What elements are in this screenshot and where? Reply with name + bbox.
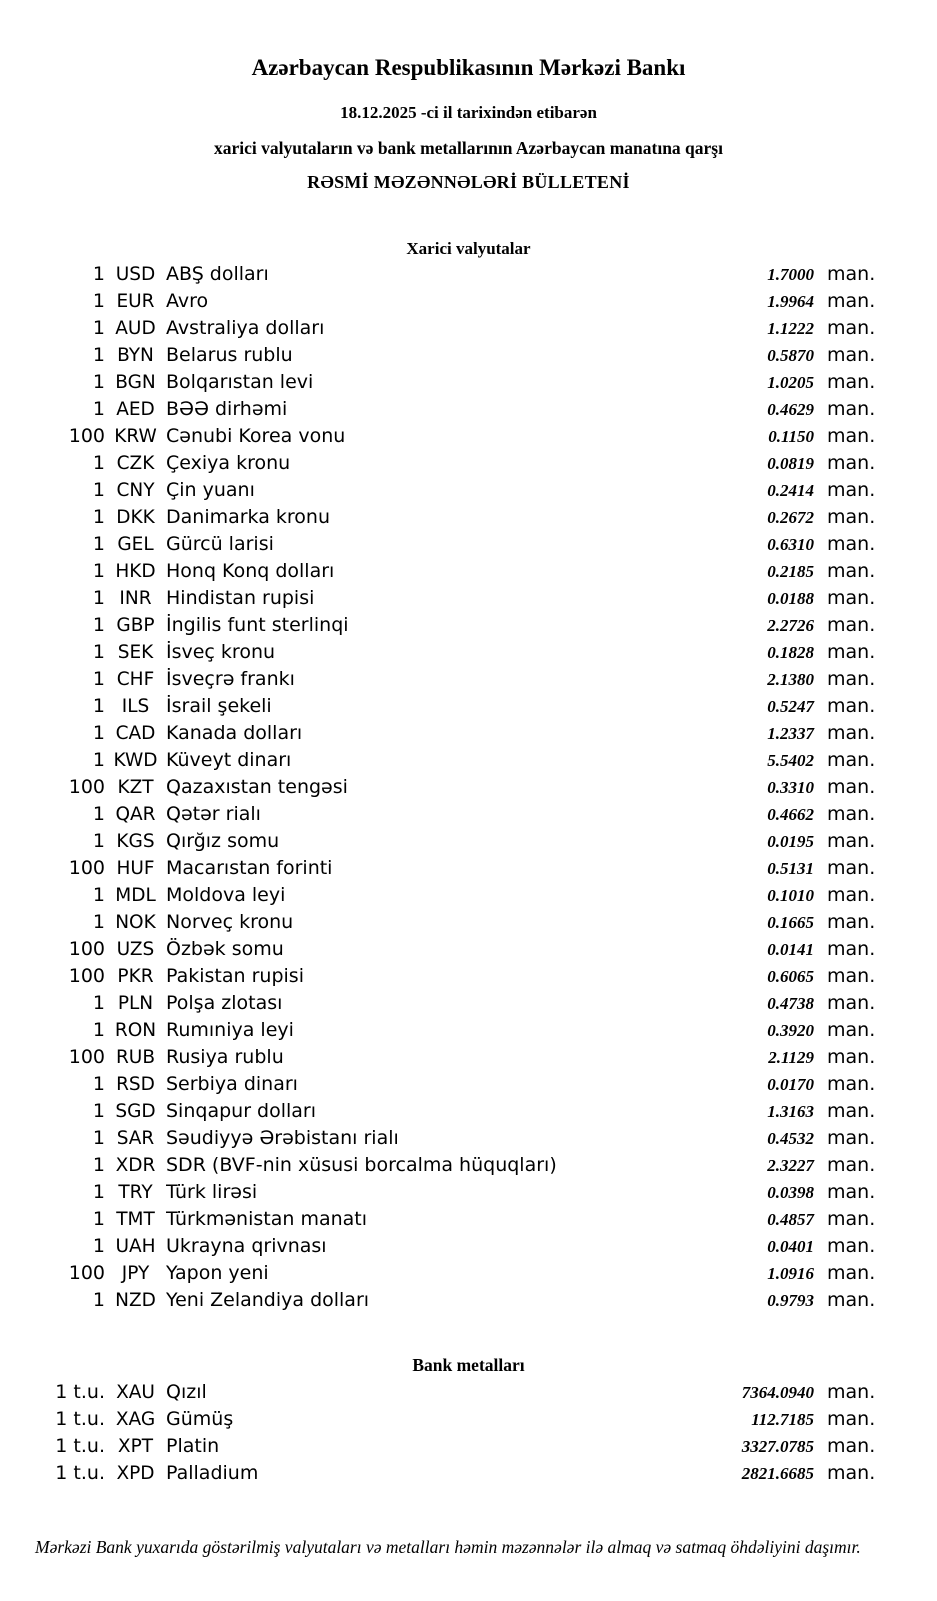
currency-code: UAH bbox=[115, 1236, 156, 1257]
currency-code: SAR bbox=[116, 1128, 155, 1149]
currency-code: CNY bbox=[116, 480, 155, 501]
rate-value: 0.0819 bbox=[767, 454, 814, 473]
rate-row bbox=[0, 1433, 937, 1460]
quantity-value: 1 t.u. bbox=[55, 1381, 105, 1403]
currency-name: SDR (BVF-nin xüsusi borcalma hüquqları) bbox=[166, 1154, 557, 1176]
rate-row bbox=[0, 342, 937, 369]
currency-code: XPT bbox=[117, 1436, 154, 1457]
currency-name: Qızıl bbox=[166, 1381, 207, 1403]
rate-value: 0.4738 bbox=[767, 994, 814, 1013]
rate-row bbox=[0, 882, 937, 909]
quantity-value: 1 bbox=[92, 830, 105, 852]
currency-name: Ukrayna qrivnası bbox=[166, 1235, 327, 1257]
quantity-value: 100 bbox=[68, 425, 105, 447]
quantity-value: 1 bbox=[92, 614, 105, 636]
currency-code: XAU bbox=[116, 1382, 155, 1403]
rate-row bbox=[0, 963, 937, 990]
rate-value: 112.7185 bbox=[751, 1410, 814, 1429]
quantity-value: 1 bbox=[92, 803, 105, 825]
rate-value: 0.5247 bbox=[767, 697, 814, 716]
unit-label: man. bbox=[827, 290, 876, 312]
unit-label: man. bbox=[827, 398, 876, 420]
unit-label: man. bbox=[827, 1073, 876, 1095]
currency-name: İngilis funt sterlinqi bbox=[166, 614, 349, 636]
bulletin-title: RƏSMİ MƏZƏNNƏLƏRİ BÜLLETENİ bbox=[307, 172, 630, 192]
rate-value: 1.3163 bbox=[767, 1102, 814, 1121]
currency-code: CHF bbox=[116, 669, 155, 690]
rate-value: 1.9964 bbox=[767, 292, 814, 311]
currency-name: Bolqarıstan levi bbox=[166, 371, 314, 393]
quantity-value: 1 bbox=[92, 263, 105, 285]
currency-name: Türkmənistan manatı bbox=[166, 1208, 368, 1230]
quantity-value: 1 bbox=[92, 1154, 105, 1176]
rate-value: 0.4662 bbox=[767, 805, 814, 824]
quantity-value: 1 bbox=[92, 452, 105, 474]
rate-value: 2.1129 bbox=[768, 1048, 814, 1067]
currency-code: SGD bbox=[115, 1101, 156, 1122]
quantity-value: 1 bbox=[92, 749, 105, 771]
quantity-value: 1 bbox=[92, 344, 105, 366]
unit-label: man. bbox=[827, 506, 876, 528]
unit-label: man. bbox=[827, 1181, 876, 1203]
rate-row bbox=[0, 828, 937, 855]
currency-name: Avstraliya dolları bbox=[166, 317, 325, 339]
currency-name: Belarus rublu bbox=[166, 344, 293, 366]
quantity-value: 1 bbox=[92, 1208, 105, 1230]
quantity-value: 1 bbox=[92, 1100, 105, 1122]
rate-row bbox=[0, 1233, 937, 1260]
currency-code: GBP bbox=[116, 615, 155, 636]
unit-label: man. bbox=[827, 803, 876, 825]
currency-code: DKK bbox=[116, 507, 155, 528]
currency-name: Polşa zlotası bbox=[166, 992, 283, 1014]
currency-name: Çexiya kronu bbox=[166, 452, 291, 474]
quantity-value: 1 bbox=[92, 1289, 105, 1311]
rate-value: 0.9793 bbox=[767, 1291, 814, 1310]
currency-code: KGS bbox=[116, 831, 155, 852]
rate-value: 0.6065 bbox=[767, 967, 814, 986]
quantity-value: 1 bbox=[92, 1127, 105, 1149]
currency-code: KZT bbox=[117, 777, 154, 798]
rate-row bbox=[0, 693, 937, 720]
quantity-value: 1 bbox=[92, 1019, 105, 1041]
currency-code: TMT bbox=[116, 1209, 155, 1230]
rate-value: 5.5402 bbox=[767, 751, 814, 770]
currency-code: PKR bbox=[117, 966, 154, 987]
currency-name: Serbiya dinarı bbox=[166, 1073, 298, 1095]
quantity-value: 1 bbox=[92, 1181, 105, 1203]
currency-code: RSD bbox=[116, 1074, 155, 1095]
quantity-value: 1 t.u. bbox=[55, 1408, 105, 1430]
rate-row bbox=[0, 585, 937, 612]
rate-value: 0.5131 bbox=[767, 859, 814, 878]
currency-name: Qırğız somu bbox=[166, 830, 280, 852]
quantity-value: 1 bbox=[92, 1235, 105, 1257]
currency-name: Macarıstan forinti bbox=[166, 857, 333, 879]
quantity-value: 1 bbox=[92, 884, 105, 906]
unit-label: man. bbox=[827, 1435, 876, 1457]
currency-name: İsrail şekeli bbox=[166, 695, 272, 717]
unit-label: man. bbox=[827, 1462, 876, 1484]
rate-row bbox=[0, 990, 937, 1017]
currency-name: BƏƏ dirhəmi bbox=[166, 398, 288, 420]
currency-name: Kanada dolları bbox=[166, 722, 303, 744]
unit-label: man. bbox=[827, 884, 876, 906]
unit-label: man. bbox=[827, 1208, 876, 1230]
currency-table bbox=[0, 261, 937, 1314]
quantity-value: 1 bbox=[92, 695, 105, 717]
unit-label: man. bbox=[827, 668, 876, 690]
rate-value: 0.1828 bbox=[767, 643, 814, 662]
rate-value: 0.3310 bbox=[767, 778, 814, 797]
rate-row bbox=[0, 423, 937, 450]
unit-label: man. bbox=[827, 263, 876, 285]
rate-value: 0.1010 bbox=[767, 886, 814, 905]
unit-label: man. bbox=[827, 1046, 876, 1068]
currency-name: Hindistan rupisi bbox=[166, 587, 315, 609]
quantity-value: 100 bbox=[68, 938, 105, 960]
currency-code: USD bbox=[115, 264, 156, 285]
rate-row bbox=[0, 666, 937, 693]
unit-label: man. bbox=[827, 695, 876, 717]
quantity-value: 1 bbox=[92, 911, 105, 933]
currency-code: NOK bbox=[115, 912, 156, 933]
rate-row bbox=[0, 774, 937, 801]
rate-value: 0.3920 bbox=[767, 1021, 814, 1040]
quantity-value: 1 bbox=[92, 290, 105, 312]
rate-row bbox=[0, 1260, 937, 1287]
currency-name: Palladium bbox=[166, 1462, 259, 1484]
rate-value: 0.0398 bbox=[767, 1183, 814, 1202]
rate-row bbox=[0, 1098, 937, 1125]
currency-code: QAR bbox=[115, 804, 156, 825]
currency-code: JPY bbox=[121, 1263, 150, 1284]
quantity-value: 1 bbox=[92, 992, 105, 1014]
unit-label: man. bbox=[827, 344, 876, 366]
rate-row bbox=[0, 639, 937, 666]
currency-name: Gümüş bbox=[166, 1408, 234, 1430]
rate-value: 7364.0940 bbox=[741, 1383, 814, 1402]
unit-label: man. bbox=[827, 587, 876, 609]
rate-row bbox=[0, 1071, 937, 1098]
rate-row bbox=[0, 504, 937, 531]
rate-row bbox=[0, 369, 937, 396]
currency-code: RUB bbox=[115, 1047, 156, 1068]
rate-value: 0.6310 bbox=[767, 535, 814, 554]
unit-label: man. bbox=[827, 830, 876, 852]
rate-row bbox=[0, 1206, 937, 1233]
quantity-value: 100 bbox=[68, 965, 105, 987]
currency-code: NZD bbox=[115, 1290, 156, 1311]
currency-code: CAD bbox=[115, 723, 156, 744]
currency-name: İsveç kronu bbox=[166, 641, 276, 663]
currency-code: GEL bbox=[117, 534, 154, 555]
currency-code: HUF bbox=[116, 858, 155, 879]
currency-code: MDL bbox=[115, 885, 156, 906]
rate-row bbox=[0, 747, 937, 774]
unit-label: man. bbox=[827, 533, 876, 555]
unit-label: man. bbox=[827, 992, 876, 1014]
quantity-value: 1 bbox=[92, 587, 105, 609]
currency-code: XPD bbox=[116, 1463, 155, 1484]
rate-value: 0.1665 bbox=[767, 913, 814, 932]
quantity-value: 1 bbox=[92, 722, 105, 744]
currency-name: Avro bbox=[166, 290, 209, 312]
quantity-value: 1 bbox=[92, 506, 105, 528]
rate-value: 2.2726 bbox=[767, 616, 814, 635]
quantity-value: 1 bbox=[92, 398, 105, 420]
rate-value: 0.0141 bbox=[767, 940, 814, 959]
rate-row bbox=[0, 1179, 937, 1206]
rate-row bbox=[0, 1044, 937, 1071]
unit-label: man. bbox=[827, 1262, 876, 1284]
rate-value: 0.0401 bbox=[767, 1237, 814, 1256]
currency-name: Yapon yeni bbox=[166, 1262, 269, 1284]
currency-name: Türk lirəsi bbox=[166, 1181, 258, 1203]
rate-row bbox=[0, 477, 937, 504]
currency-code: UZS bbox=[116, 939, 155, 960]
currency-name: ABŞ dolları bbox=[166, 263, 269, 285]
currency-name: Çin yuanı bbox=[166, 479, 255, 501]
currency-code: EUR bbox=[116, 291, 155, 312]
page-title: Azərbaycan Respublikasının Mərkəzi Bankı bbox=[251, 55, 686, 80]
subject-line: xarici valyutaların və bank metallarının Azərbaycan manatına qarşı bbox=[214, 138, 723, 158]
unit-label: man. bbox=[827, 857, 876, 879]
unit-label: man. bbox=[827, 452, 876, 474]
rate-row bbox=[0, 909, 937, 936]
rate-value: 0.5870 bbox=[767, 346, 814, 365]
unit-label: man. bbox=[827, 965, 876, 987]
quantity-value: 100 bbox=[68, 1262, 105, 1284]
rate-value: 1.0205 bbox=[767, 373, 814, 392]
currency-name: Gürcü larisi bbox=[166, 533, 274, 555]
quantity-value: 1 bbox=[92, 533, 105, 555]
currency-code: TRY bbox=[118, 1182, 153, 1203]
rate-value: 1.7000 bbox=[767, 265, 814, 284]
rate-row bbox=[0, 288, 937, 315]
rate-row bbox=[0, 315, 937, 342]
unit-label: man. bbox=[827, 1381, 876, 1403]
rate-value: 1.1222 bbox=[767, 319, 814, 338]
rate-row bbox=[0, 450, 937, 477]
rate-value: 0.1150 bbox=[768, 427, 814, 446]
rate-row bbox=[0, 612, 937, 639]
unit-label: man. bbox=[827, 749, 876, 771]
unit-label: man. bbox=[827, 1289, 876, 1311]
unit-label: man. bbox=[827, 1127, 876, 1149]
rate-row bbox=[0, 1017, 937, 1044]
quantity-value: 100 bbox=[68, 1046, 105, 1068]
rate-value: 0.4857 bbox=[767, 1210, 814, 1229]
rate-row bbox=[0, 1152, 937, 1179]
effective-date-line: 18.12.2025 -ci il tarixindən etibarən bbox=[340, 103, 597, 122]
currency-name: İsveçrə frankı bbox=[166, 668, 295, 690]
quantity-value: 1 bbox=[92, 317, 105, 339]
rate-row bbox=[0, 1287, 937, 1314]
currency-code: AED bbox=[116, 399, 155, 420]
currency-code: KWD bbox=[113, 750, 158, 771]
rate-row bbox=[0, 1406, 937, 1433]
rate-value: 1.0916 bbox=[767, 1264, 814, 1283]
unit-label: man. bbox=[827, 722, 876, 744]
currency-code: AUD bbox=[115, 318, 156, 339]
rate-value: 3327.0785 bbox=[741, 1437, 814, 1456]
currencies-section-title: Xarici valyutalar bbox=[406, 239, 531, 258]
currency-code: HKD bbox=[115, 561, 156, 582]
quantity-value: 1 bbox=[92, 560, 105, 582]
rate-value: 0.4532 bbox=[767, 1129, 814, 1148]
currency-name: Cənubi Korea vonu bbox=[166, 425, 346, 447]
quantity-value: 1 bbox=[92, 479, 105, 501]
rate-row bbox=[0, 1460, 937, 1487]
unit-label: man. bbox=[827, 911, 876, 933]
currency-code: PLN bbox=[117, 993, 154, 1014]
currency-name: Yeni Zelandiya dolları bbox=[166, 1289, 370, 1311]
rate-value: 0.0170 bbox=[767, 1075, 814, 1094]
unit-label: man. bbox=[827, 614, 876, 636]
rate-value: 0.4629 bbox=[767, 400, 814, 419]
rate-row bbox=[0, 720, 937, 747]
currency-name: Küveyt dinarı bbox=[166, 749, 292, 771]
quantity-value: 1 t.u. bbox=[55, 1435, 105, 1457]
currency-name: Sinqapur dolları bbox=[166, 1100, 317, 1122]
currency-code: INR bbox=[119, 588, 152, 609]
rate-value: 0.2414 bbox=[767, 481, 814, 500]
currency-name: Özbək somu bbox=[166, 938, 284, 960]
currency-code: RON bbox=[114, 1020, 157, 1041]
unit-label: man. bbox=[827, 776, 876, 798]
rate-row bbox=[0, 1125, 937, 1152]
currency-name: Rumıniya leyi bbox=[166, 1019, 294, 1041]
rate-value: 0.2185 bbox=[767, 562, 814, 581]
currency-code: SEK bbox=[117, 642, 154, 663]
unit-label: man. bbox=[827, 1154, 876, 1176]
currency-name: Pakistan rupisi bbox=[166, 965, 304, 987]
rate-value: 2821.6685 bbox=[741, 1464, 814, 1483]
rate-row bbox=[0, 936, 937, 963]
quantity-value: 100 bbox=[68, 857, 105, 879]
rate-value: 1.2337 bbox=[767, 724, 814, 743]
metals-section-title: Bank metalları bbox=[412, 1355, 525, 1375]
quantity-value: 100 bbox=[68, 776, 105, 798]
rate-row bbox=[0, 855, 937, 882]
currency-code: BYN bbox=[117, 345, 154, 366]
currency-name: Honq Konq dolları bbox=[166, 560, 335, 582]
currency-code: BGN bbox=[115, 372, 156, 393]
currency-name: Moldova leyi bbox=[166, 884, 286, 906]
rate-row bbox=[0, 1379, 937, 1406]
quantity-value: 1 t.u. bbox=[55, 1462, 105, 1484]
unit-label: man. bbox=[827, 1235, 876, 1257]
rate-row bbox=[0, 558, 937, 585]
rate-value: 2.1380 bbox=[767, 670, 814, 689]
obligation-note: Mərkəzi Bank yuxarıda göstərilmiş valyutaları və metalları həmin məzənnələr ilə almaq və satmaq öhdəliyini daşımır. bbox=[35, 1537, 861, 1557]
rate-row bbox=[0, 531, 937, 558]
currency-name: Norveç kronu bbox=[166, 911, 294, 933]
quantity-value: 1 bbox=[92, 371, 105, 393]
currency-code: XDR bbox=[115, 1155, 156, 1176]
rate-value: 0.0188 bbox=[767, 589, 814, 608]
rate-value: 0.0195 bbox=[767, 832, 814, 851]
unit-label: man. bbox=[827, 1408, 876, 1430]
unit-label: man. bbox=[827, 317, 876, 339]
currency-name: Danimarka kronu bbox=[166, 506, 331, 528]
unit-label: man. bbox=[827, 641, 876, 663]
currency-name: Platin bbox=[166, 1435, 220, 1457]
rate-value: 2.3227 bbox=[767, 1156, 814, 1175]
rate-row bbox=[0, 261, 937, 288]
unit-label: man. bbox=[827, 1019, 876, 1041]
currency-name: Qətər rialı bbox=[166, 803, 261, 825]
currency-name: Rusiya rublu bbox=[166, 1046, 284, 1068]
quantity-value: 1 bbox=[92, 641, 105, 663]
currency-code: XAG bbox=[115, 1409, 156, 1430]
currency-name: Səudiyyə Ərəbistanı rialı bbox=[166, 1127, 399, 1149]
currency-code: CZK bbox=[116, 453, 155, 474]
unit-label: man. bbox=[827, 560, 876, 582]
rate-row bbox=[0, 396, 937, 423]
rate-value: 0.2672 bbox=[767, 508, 814, 527]
unit-label: man. bbox=[827, 938, 876, 960]
currency-name: Qazaxıstan tengəsi bbox=[166, 776, 348, 798]
quantity-value: 1 bbox=[92, 668, 105, 690]
unit-label: man. bbox=[827, 1100, 876, 1122]
unit-label: man. bbox=[827, 479, 876, 501]
unit-label: man. bbox=[827, 425, 876, 447]
currency-code: ILS bbox=[121, 696, 150, 717]
quantity-value: 1 bbox=[92, 1073, 105, 1095]
metals-table bbox=[0, 1379, 937, 1487]
unit-label: man. bbox=[827, 371, 876, 393]
rate-row bbox=[0, 801, 937, 828]
currency-code: KRW bbox=[114, 426, 157, 447]
